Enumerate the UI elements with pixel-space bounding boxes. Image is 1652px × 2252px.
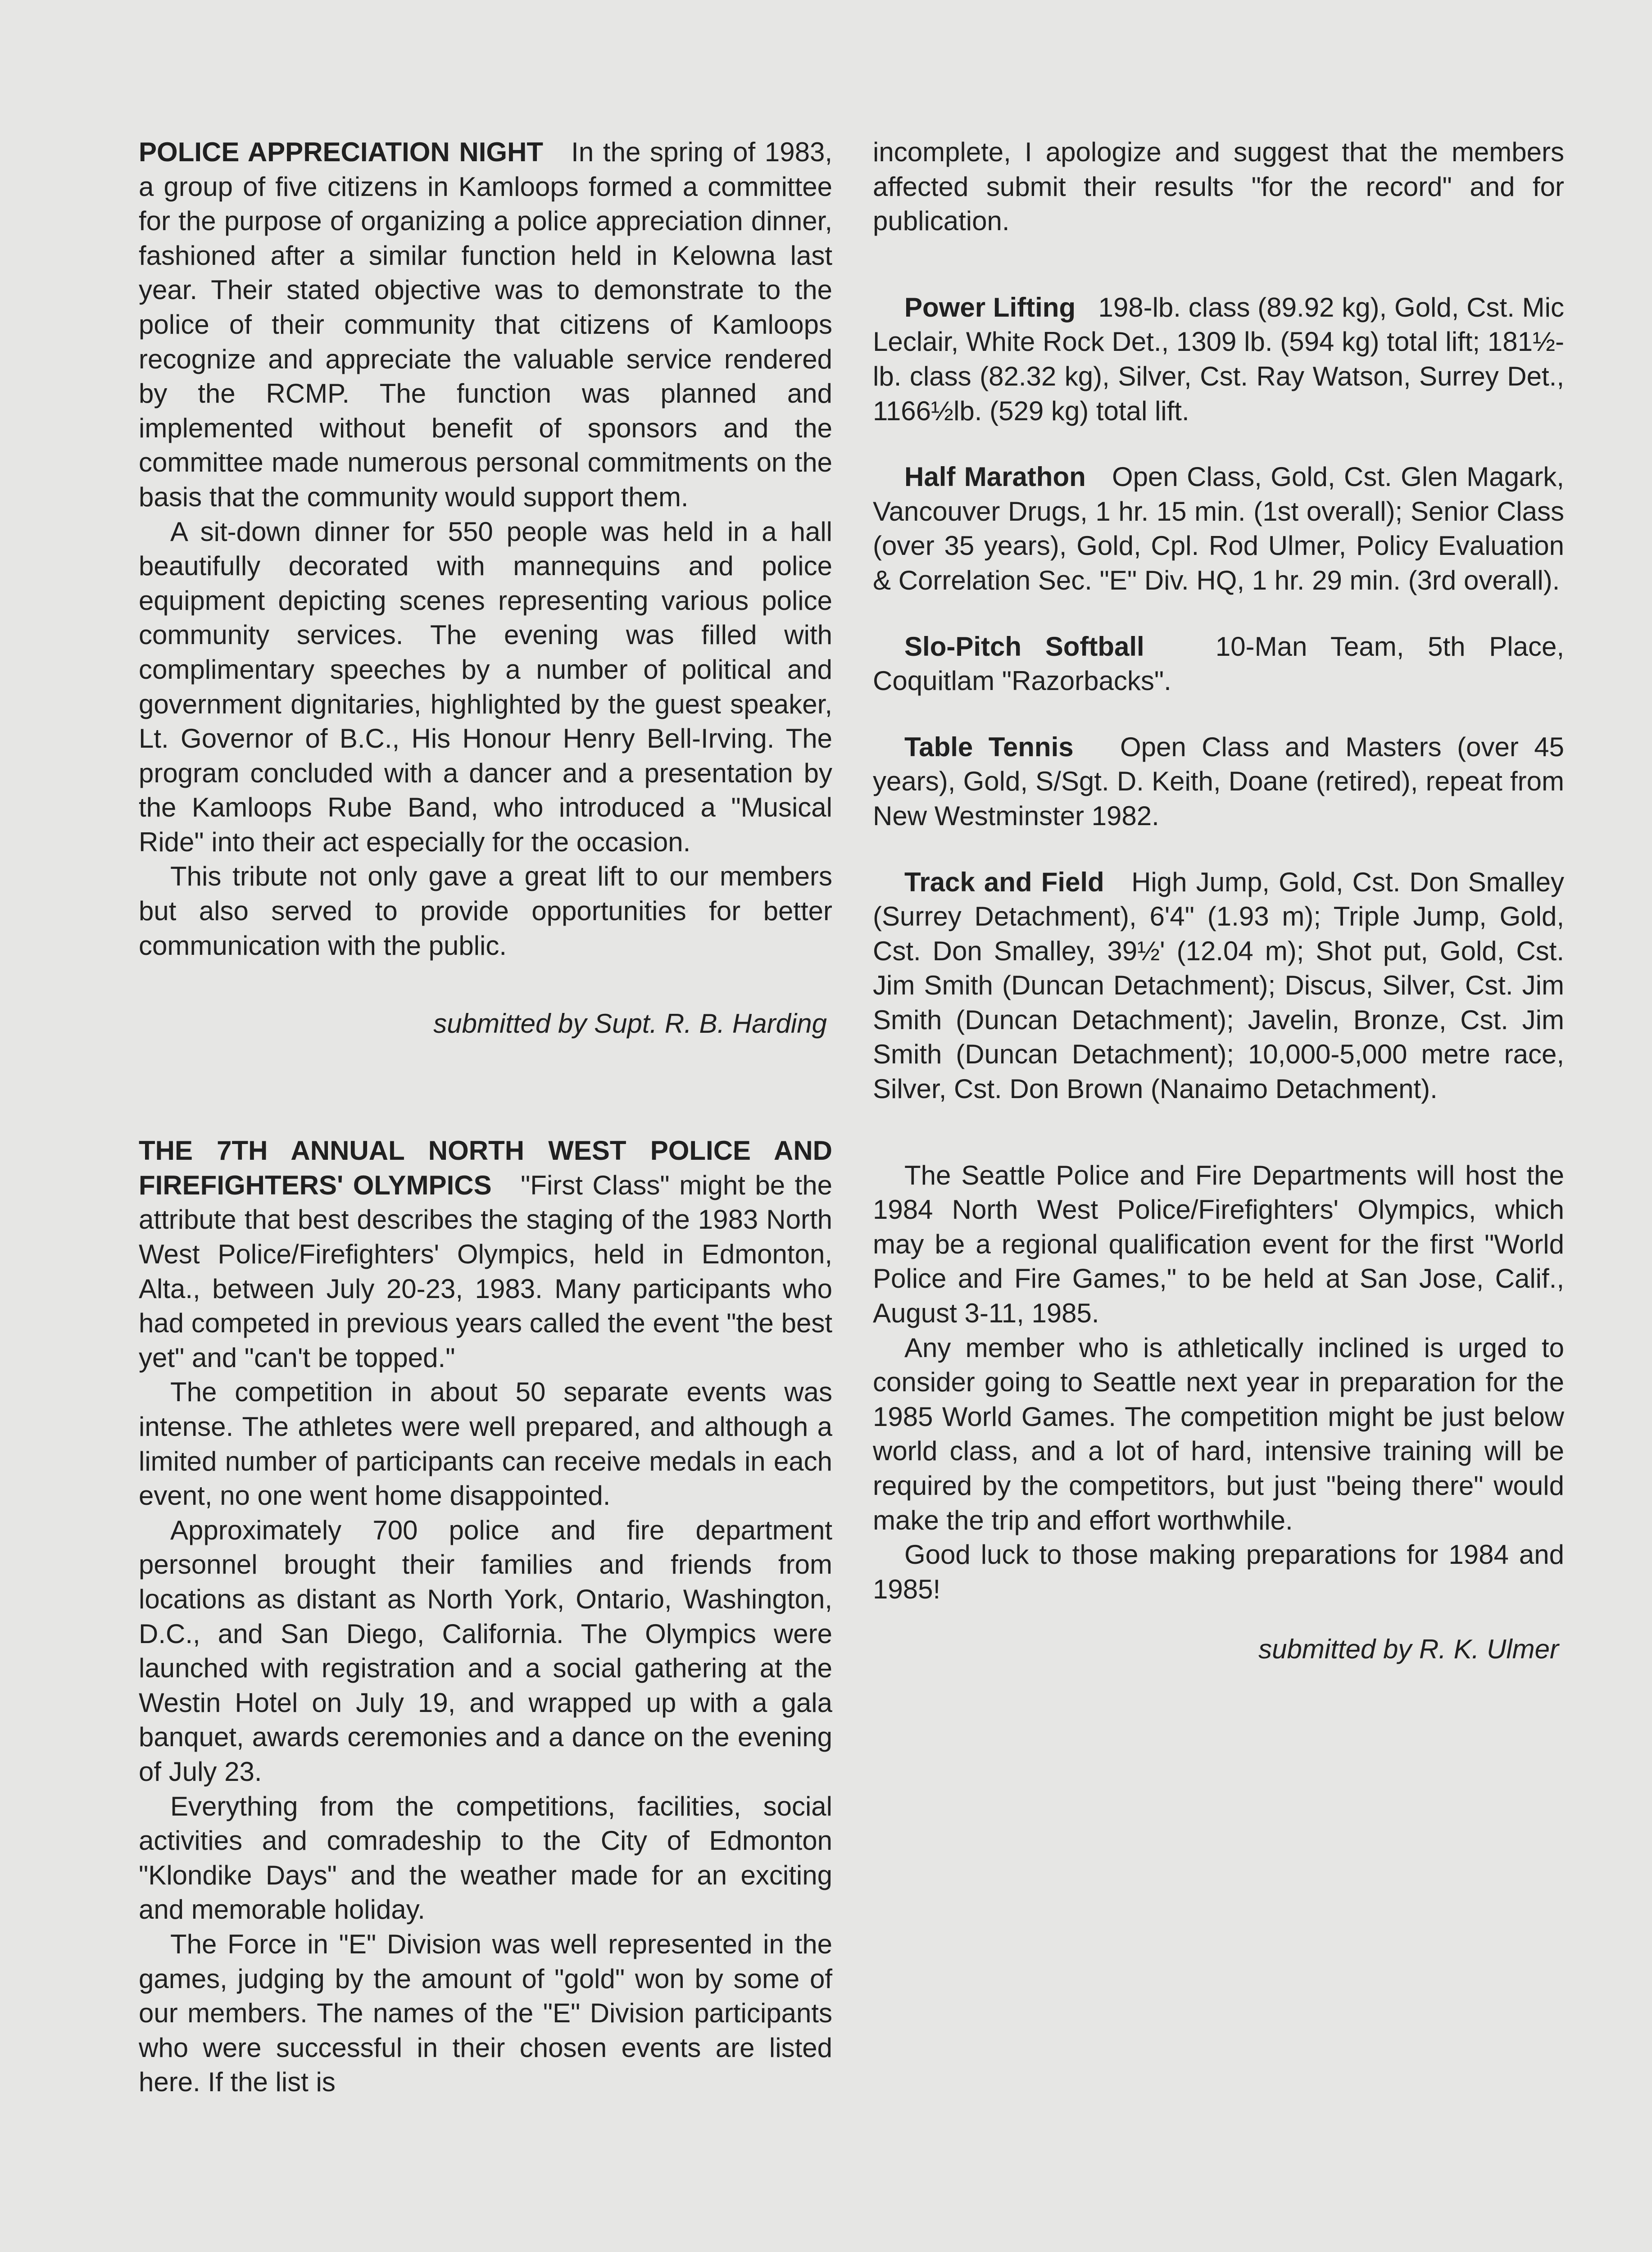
event-heading: Table Tennis — [904, 731, 1074, 762]
paragraph: This tribute not only gave a great lift to our members but also served to provide opportunities for better communication with the public. — [139, 861, 832, 961]
paragraph: A sit-down dinner for 550 people was held in a hall beautifully decorated with mannequins and police equipment depicting scenes representing various police community services. The evening was filled with complimentary speeches by a number of political and government dignitaries, highlighted by the guest speaker, Lt. Governor of B.C., His Honour Henry Bell-Irving. The program concluded with a dancer and a presentation by the Kamloops Rube Band, who introduced a "Musical Ride" into their act especially for the occasion. — [139, 516, 832, 857]
results-entry — [873, 865, 1564, 1107]
paragraph: Everything from the competitions, facilities, social activities and comradeship to the City of Edmonton "Klondike Days" and the weather made for an exciting and memorable holiday. — [139, 1791, 832, 1925]
paragraph — [139, 135, 832, 515]
results-entry — [873, 630, 1564, 699]
event-heading: Half Marathon — [904, 462, 1086, 492]
byline: submitted by R. K. Ulmer — [1258, 1634, 1559, 1665]
paragraph: The Force in "E" Division was well represented in the games, judging by the amount of "gold" won by some of our members. The names of the "E" Division participants who were successful in their chosen events are listed here. If the list is — [139, 1929, 832, 2098]
event-heading: Track and Field — [904, 867, 1104, 897]
event-heading: Power Lifting — [904, 292, 1076, 322]
results-entry — [873, 460, 1564, 598]
paragraph — [139, 1134, 832, 1375]
paragraph: incomplete, I apologize and suggest that the members affected submit their results "for the record" and for publication. — [873, 137, 1564, 236]
paragraph: The Seattle Police and Fire Departments will host the 1984 North West Police/Firefighters' Olympics, which may be a regional qualification event for the first "World Police and Fire Games," to be held at San Jose, Calif., August 3-11, 1985. — [873, 1160, 1564, 1329]
event-results: High Jump, Gold, Cst. Don Smalley (Surrey Detachment), 6'4" (1.93 m); Triple Jump, Gold, Cst. Don Smalley, 39½' (12.04 m); Shot put, Gold, Cst. Jim Smith (Duncan Detachment); Discus, Silver, Cst. Jim Smith (Duncan Detachment); Javelin, Bronze, Cst. Jim Smith (Duncan Detachment); 10,000-5,000 metre race, Silver, Cst. Don Brown (Nanaimo Detachment). — [873, 867, 1564, 1104]
section-heading: POLICE APPRECIATION NIGHT — [139, 137, 544, 167]
paragraph: Good luck to those making preparations for 1984 and 1985! — [873, 1539, 1564, 1604]
results-entry — [873, 291, 1564, 428]
paragraph: The competition in about 50 separate events was intense. The athletes were well prepared, and although a limited number of participants can receive medals in each event, no one went home disappointed. — [139, 1377, 832, 1511]
event-results: 10-Man Team, 5th Place, Coquitlam "Razorbacks". — [873, 631, 1565, 696]
section-heading: THE 7TH ANNUAL NORTH WEST POLICE AND FIREFIGHTERS' OLYMPICS — [139, 1135, 832, 1200]
paragraph: Approximately 700 police and fire department personnel brought their families and friends from locations as distant as North York, Ontario, Washington, D.C., and San Diego, California. The Olympics were launched with registration and a social gathering at the Westin Hotel on July 19, and wrapped up with a gala banquet, awards ceremonies and a dance on the evening of July 23. — [139, 1515, 832, 1787]
event-results: 198-lb. class (89.92 kg), Gold, Cst. Mic Leclair, White Rock Det., 1309 lb. (594 kg) total lift; 181½-lb. class (82.32 kg), Silver, Cst. Ray Watson, Surrey Det., 1166½lb. (529 kg) total lift. — [873, 292, 1564, 426]
byline: submitted by Supt. R. B. Harding — [433, 1008, 827, 1039]
right-column — [873, 135, 1564, 1665]
results-entry — [873, 730, 1564, 834]
paragraph-text: In the spring of 1983, a group of five citizens in Kamloops formed a committee for the purpose of organizing a police appreciation dinner, fashioned after a similar function held in Kelowna last year. Their stated objective was to demonstrate to the police of their community that citizens of Kamloops recognize and appreciate the valuable service rendered by the RCMP. The function was planned and implemented without benefit of sponsors and the committee made numerous personal commitments on the basis that the community would support them. — [139, 137, 832, 512]
event-heading: Slo-Pitch Softball — [904, 631, 1144, 662]
event-results: Open Class and Masters (over 45 years), Gold, S/Sgt. D. Keith, Doane (retired), repeat from New Westminster 1982. — [873, 731, 1564, 831]
left-column — [139, 135, 832, 2100]
paragraph: Any member who is athletically inclined is urged to consider going to Seattle next year in preparation for the 1985 World Games. The competition might be just below world class, and a lot of hard, intensive training will be required by the competitors, but just "being there" would make the trip and effort worthwhile. — [873, 1332, 1564, 1535]
paragraph-text: "First Class" might be the attribute that best describes the staging of the 1983 North West Police/Firefighters' Olympics, held in Edmonton, Alta., between July 20-23, 1983. Many participants who had competed in previous years called the event "the best yet" and "can't be topped." — [139, 1170, 832, 1373]
event-results: Open Class, Gold, Cst. Glen Magark, Vancouver Drugs, 1 hr. 15 min. (1st overall); Senior Class (over 35 years), Gold, Cpl. Rod Ulmer, Policy Evaluation & Correlation Sec. "E" Div. HQ, 1 hr. 29 min. (3rd overall). — [873, 462, 1564, 595]
